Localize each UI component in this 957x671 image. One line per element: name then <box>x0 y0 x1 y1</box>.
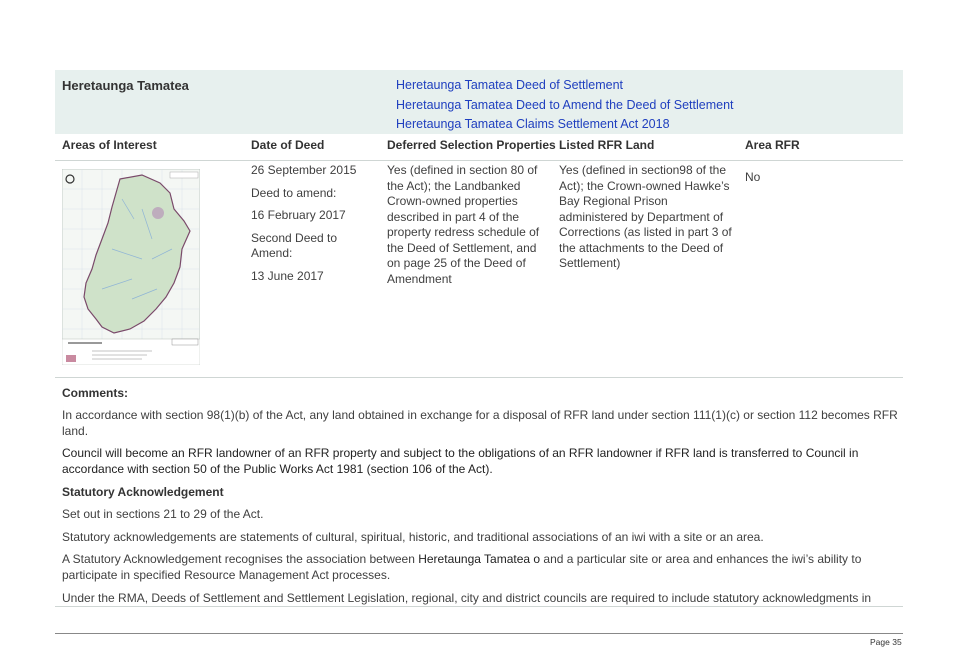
area-of-interest-map <box>62 169 200 365</box>
comment-paragraph-5 <box>62 552 902 583</box>
table-title: Heretaunga Tamatea <box>62 78 189 93</box>
col-date-of-deed: Date of Deed <box>251 138 325 152</box>
col-areas-of-interest: Areas of Interest <box>62 138 157 152</box>
comment-paragraph-2: Council will become an RFR landowner of an RFR property and subject to the obligations of an RFR landowner if RFR land is transferred to Council in accordance with section 50 of the Public Works Act 1981 (section 106 of the Act). <box>62 446 859 476</box>
second-deed-label: Second Deed to Amend: <box>251 230 338 260</box>
area-rfr-cell: No <box>745 170 761 184</box>
bottom-divider <box>55 606 903 607</box>
col-deferred-selection: Deferred Selection Properties <box>387 138 556 152</box>
p5-end: and a particular site or area and enhances the iwi’s ability to participate in specified Resource Management Act processes. <box>62 552 862 582</box>
second-deed-date: 13 June 2017 <box>251 268 324 283</box>
comment-paragraph-1: In accordance with section 98(1)(b) of the Act, any land obtained in exchange for a disposal of RFR land under section 111(1)(c) or section 112 becomes RFR land. <box>62 408 898 438</box>
deferred-selection-cell: Yes (defined in section 80 of the Act); the Landbanked Crown-owned properties described in part 4 of the property redress schedule of the Deed of Settlement, and on page 25 of the Deed of Amendment <box>387 163 540 286</box>
listed-rfr-land-cell: Yes (defined in section98 of the Act); the Crown-owned Hawke’s Bay Regional Prison administered by Department of Corrections (as listed in part 3 of the attachments to the Deed of Settlement) <box>559 163 732 270</box>
iwi-name: Heretaunga Tamatea o <box>418 552 541 566</box>
link-deed-of-settlement[interactable]: Heretaunga Tamatea Deed of Settlement <box>396 78 623 92</box>
settlement-links <box>396 76 734 135</box>
p5-start: A Statutory Acknowledgement recognises the association between <box>62 552 419 566</box>
header-divider <box>55 160 903 161</box>
footer-rule <box>55 633 903 634</box>
deed-amend-label: Deed to amend: <box>251 185 337 200</box>
page-number: Page 35 <box>870 637 902 647</box>
comment-paragraph-3: Set out in sections 21 to 29 of the Act. <box>62 507 264 521</box>
date-of-deed-cell <box>251 163 376 284</box>
link-claims-settlement-act[interactable]: Heretaunga Tamatea Claims Settlement Act 2018 <box>396 117 670 131</box>
deed-date: 26 September 2015 <box>251 163 357 177</box>
comment-paragraph-4: Statutory acknowledgements are statements of cultural, spiritual, historic, and traditional associations of an iwi with a site or an area. <box>62 530 764 544</box>
statutory-ack-heading: Statutory Acknowledgement <box>62 485 224 499</box>
col-listed-rfr-land: Listed RFR Land <box>559 138 655 152</box>
row-divider <box>55 377 903 378</box>
comment-paragraph-6: Under the RMA, Deeds of Settlement and Settlement Legislation, regional, city and district councils are required to include statutory acknowledgments in <box>62 591 872 605</box>
deed-amend-date: 16 February 2017 <box>251 208 346 222</box>
col-area-rfr: Area RFR <box>745 138 800 152</box>
comments-heading: Comments: <box>62 386 129 400</box>
link-deed-to-amend[interactable]: Heretaunga Tamatea Deed to Amend the Deed of Settlement <box>396 97 734 112</box>
